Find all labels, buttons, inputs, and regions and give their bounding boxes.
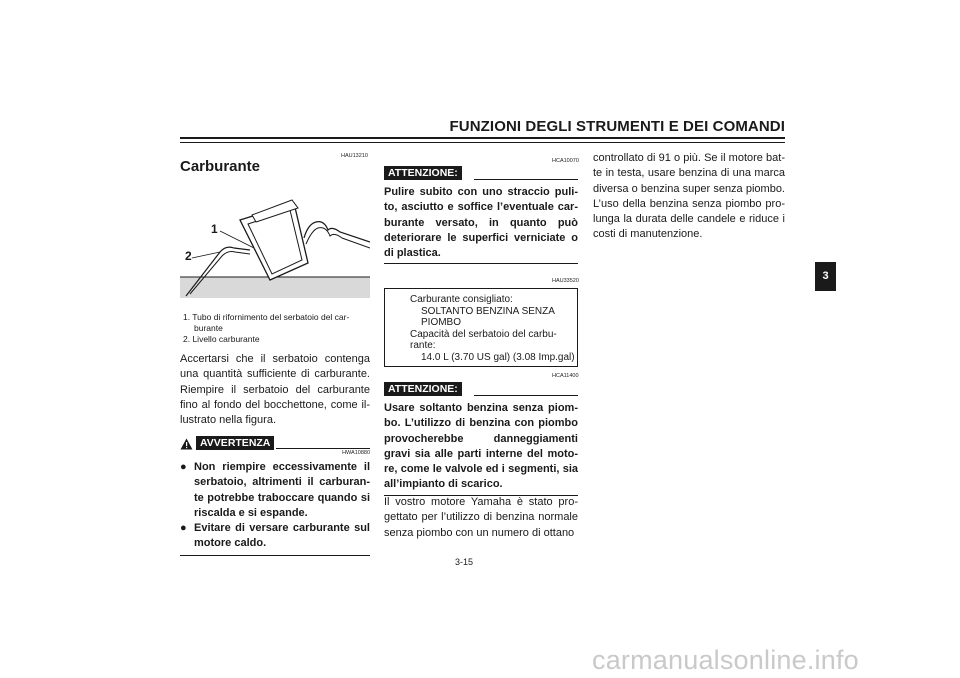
attention-2-block — [384, 382, 578, 496]
section-title: Carburante — [180, 158, 261, 175]
fuel-spec-box — [384, 288, 578, 367]
warning-bullet-2 — [180, 521, 370, 552]
warning-triangle-icon — [180, 437, 193, 449]
caption-item-1-cont: burante — [194, 323, 223, 333]
warning-bullet-2-text: Evitare di versare carburante sul motore caldo. — [194, 522, 370, 550]
warning-block — [180, 436, 370, 556]
tank-capacity-label-2: rante: — [410, 340, 436, 351]
attention-2-header-rule — [474, 395, 578, 396]
attention-1-text: Pulire subito con uno straccio puli-to, asciutto e soffice l’eventuale car-burante versato, in quanto può deteriorare le superfici verniciate o di plastica. — [384, 186, 578, 260]
callout-1: 1 — [211, 222, 218, 236]
attention-1-header — [384, 166, 578, 180]
watermark: carmanualsonline.info — [592, 645, 859, 675]
attention-1-block — [384, 166, 578, 264]
tank-capacity-label-1: Capacità del serbatoio del carbu- — [410, 328, 557, 340]
warning-code: HWA10880 — [342, 450, 370, 456]
page-header-title: FUNZIONI DEGLI STRUMENTI E DEI COMANDI — [449, 118, 785, 135]
fuel-box-code: HAU33520 — [552, 278, 579, 284]
fuel-level-figure — [180, 190, 370, 298]
warning-header — [180, 436, 370, 450]
attention-1-label: ATTENZIONE: — [384, 166, 462, 180]
tank-capacity-value: 14.0 L (3.70 US gal) (3.08 Imp.gal) — [421, 351, 575, 363]
warning-bullet-1 — [180, 460, 370, 521]
fuel-recommended-label: Carburante consigliato: — [410, 294, 513, 305]
attention-1-bottom-rule — [384, 263, 578, 264]
attention-2-code: HCA11400 — [552, 373, 579, 379]
fuel-recommended-value-1: SOLTANTO BENZINA SENZA — [421, 305, 555, 317]
bullet-dot-icon: ● — [180, 522, 187, 535]
warning-label: AVVERTENZA — [196, 436, 274, 450]
fuel-recommended-value-2: PIOMBO — [421, 317, 462, 328]
attention-2-text: Usare soltanto benzina senza piom-bo. L’utilizzo di benzina con piombo provocherebbe danneggiamenti gravi sia alle parti interne del moto-re, come le valvole ed i segmenti, sia all’impianto di scarico. — [384, 402, 578, 491]
fuel-spec-content — [385, 289, 577, 363]
caption-item-2: 2. Livello carburante — [183, 334, 260, 344]
right-paragraph: controllato di 91 o più. Se il motore bat-te in testa, usare benzina di una marca diversa o benzina super senza piombo. L’uso della benzina senza piombo pro-lunga la durata delle candele e riduce i costi di manutenzione. — [593, 152, 785, 241]
header-rule-thick — [180, 137, 785, 139]
attention-1-code: HCA10070 — [552, 158, 579, 164]
callout-2: 2 — [185, 249, 192, 263]
header-rule-thin — [180, 142, 785, 143]
bullet-dot-icon: ● — [180, 461, 187, 473]
attention-2-header — [384, 382, 578, 396]
caption-item-1: 1. Tubo di rifornimento del serbatoio del car- — [183, 312, 350, 322]
chapter-tab: 3 — [815, 262, 836, 291]
middle-paragraph: Il vostro motore Yamaha è stato pro-gettato per l’utilizzo di benzina normale senza piombo con un numero di ottano — [384, 496, 578, 539]
attention-2-label: ATTENZIONE: — [384, 382, 462, 396]
section-code: HAU13210 — [341, 153, 368, 159]
warning-header-rule — [276, 448, 370, 449]
attention-1-header-rule — [474, 179, 578, 180]
figure-caption — [183, 312, 368, 345]
fuel-tank-illustration — [180, 190, 370, 298]
page-number: 3-15 — [455, 557, 474, 567]
intro-paragraph: Accertarsi che il serbatoio contenga una quantità sufficiente di carburante. Riempire il serbatoio del carburante fino al fondo del bocchettone, come il-lustrato nella figura. — [180, 353, 370, 427]
warning-bullet-1-text: Non riempire eccessivamente il serbatoio, altrimenti il carburan-te potrebbe traboccare quando si riscalda e si espande. — [194, 461, 370, 519]
warning-bottom-rule — [180, 555, 370, 556]
